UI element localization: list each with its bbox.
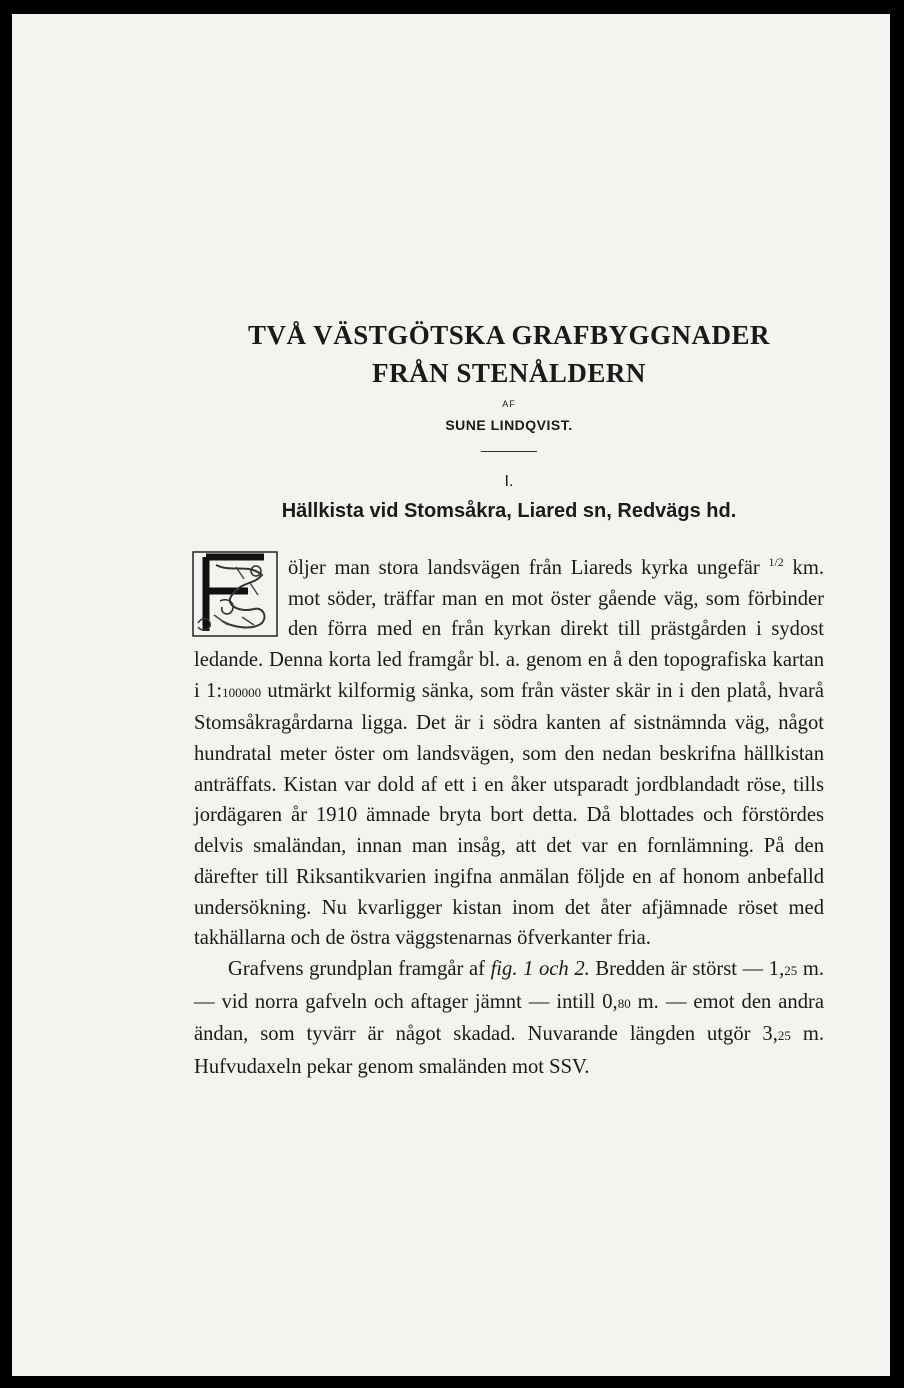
map-scale: 100000 xyxy=(222,684,262,700)
paragraph-2-text-b: Bredden är störst — 1, xyxy=(589,958,785,980)
section-title: Hällkista vid Stomsåkra, Liared sn, Redvägs hd. xyxy=(281,500,737,522)
paragraph-2-text-e: m. Hufvudaxeln pekar genom smaländen mot SSV. xyxy=(194,1023,824,1079)
author-name: SUNE LINDQVIST. xyxy=(445,417,573,433)
article-title-line-1: TVÅ VÄSTGÖTSKA GRAFBYGGNADER xyxy=(247,320,771,350)
decimal-25a: 25 xyxy=(784,963,798,978)
paragraph-2-text-d: m. — emot den andra ändan, som tyvärr är något skadad. Nuvarande längden utgör 3, xyxy=(194,990,824,1046)
paragraph-1 xyxy=(194,547,824,954)
paragraph-1-text-a: öljer man stora landsvägen från Liareds kyrka ungefär xyxy=(288,556,769,579)
paragraph-2-text-a: Grafvens grundplan framgår af xyxy=(228,958,491,980)
decimal-80: 80 xyxy=(617,995,631,1011)
article xyxy=(194,314,824,1083)
paragraph-2 xyxy=(194,954,824,1083)
paragraph-2-text-c: m. — vid norra gafveln och aftager jämnt — intill 0, xyxy=(194,958,825,1013)
ornamental-initial-icon xyxy=(192,551,278,637)
section-number: I. xyxy=(504,473,514,490)
divider xyxy=(481,451,537,452)
decimal-25b: 25 xyxy=(777,1028,791,1044)
paragraph-1-text-c: utmärkt kilformig sänka, som från väster skär in i den platå, hvarå Stomsåkragårdarna ligga. Det är i södra kanten af sistnämnda väg, något hundratal meter öster om landsvägen, som den nedan beskrifna hällkistan anträffats. Kistan var dold af ett i en åker utsparadt jordblandadt röse, tills jordägaren år 1910 ämnade bryta bort detta. Då blottades och förstördes delvis smaländan, innan man insåg, att det var en fornlämning. På den därefter till Riksantikvarien ingifna anmälan följde en af honom anbefalld undersökning. Nu kvarligger kistan inom det åter afjämnade röset med takhällarna och de östra väggstenarnas öfverkanter fria. xyxy=(194,679,824,950)
figure-reference: fig. 1 och 2. xyxy=(490,958,590,980)
article-title-line-2: FRÅN STENÅLDERN xyxy=(372,358,646,388)
body-text xyxy=(194,547,824,1083)
fraction-half: 1/2 xyxy=(768,555,784,569)
document-page xyxy=(12,14,890,1376)
paragraph-1-text-b: km. mot söder, träffar man en mot öster gående väg, som förbinder den förra med en från kyrkan direkt till prästgården i sydost ledande. Denna korta led framgår bl. a. genom en å den topografiska kartan i 1: xyxy=(194,556,824,702)
byline-af: AF xyxy=(502,399,516,409)
